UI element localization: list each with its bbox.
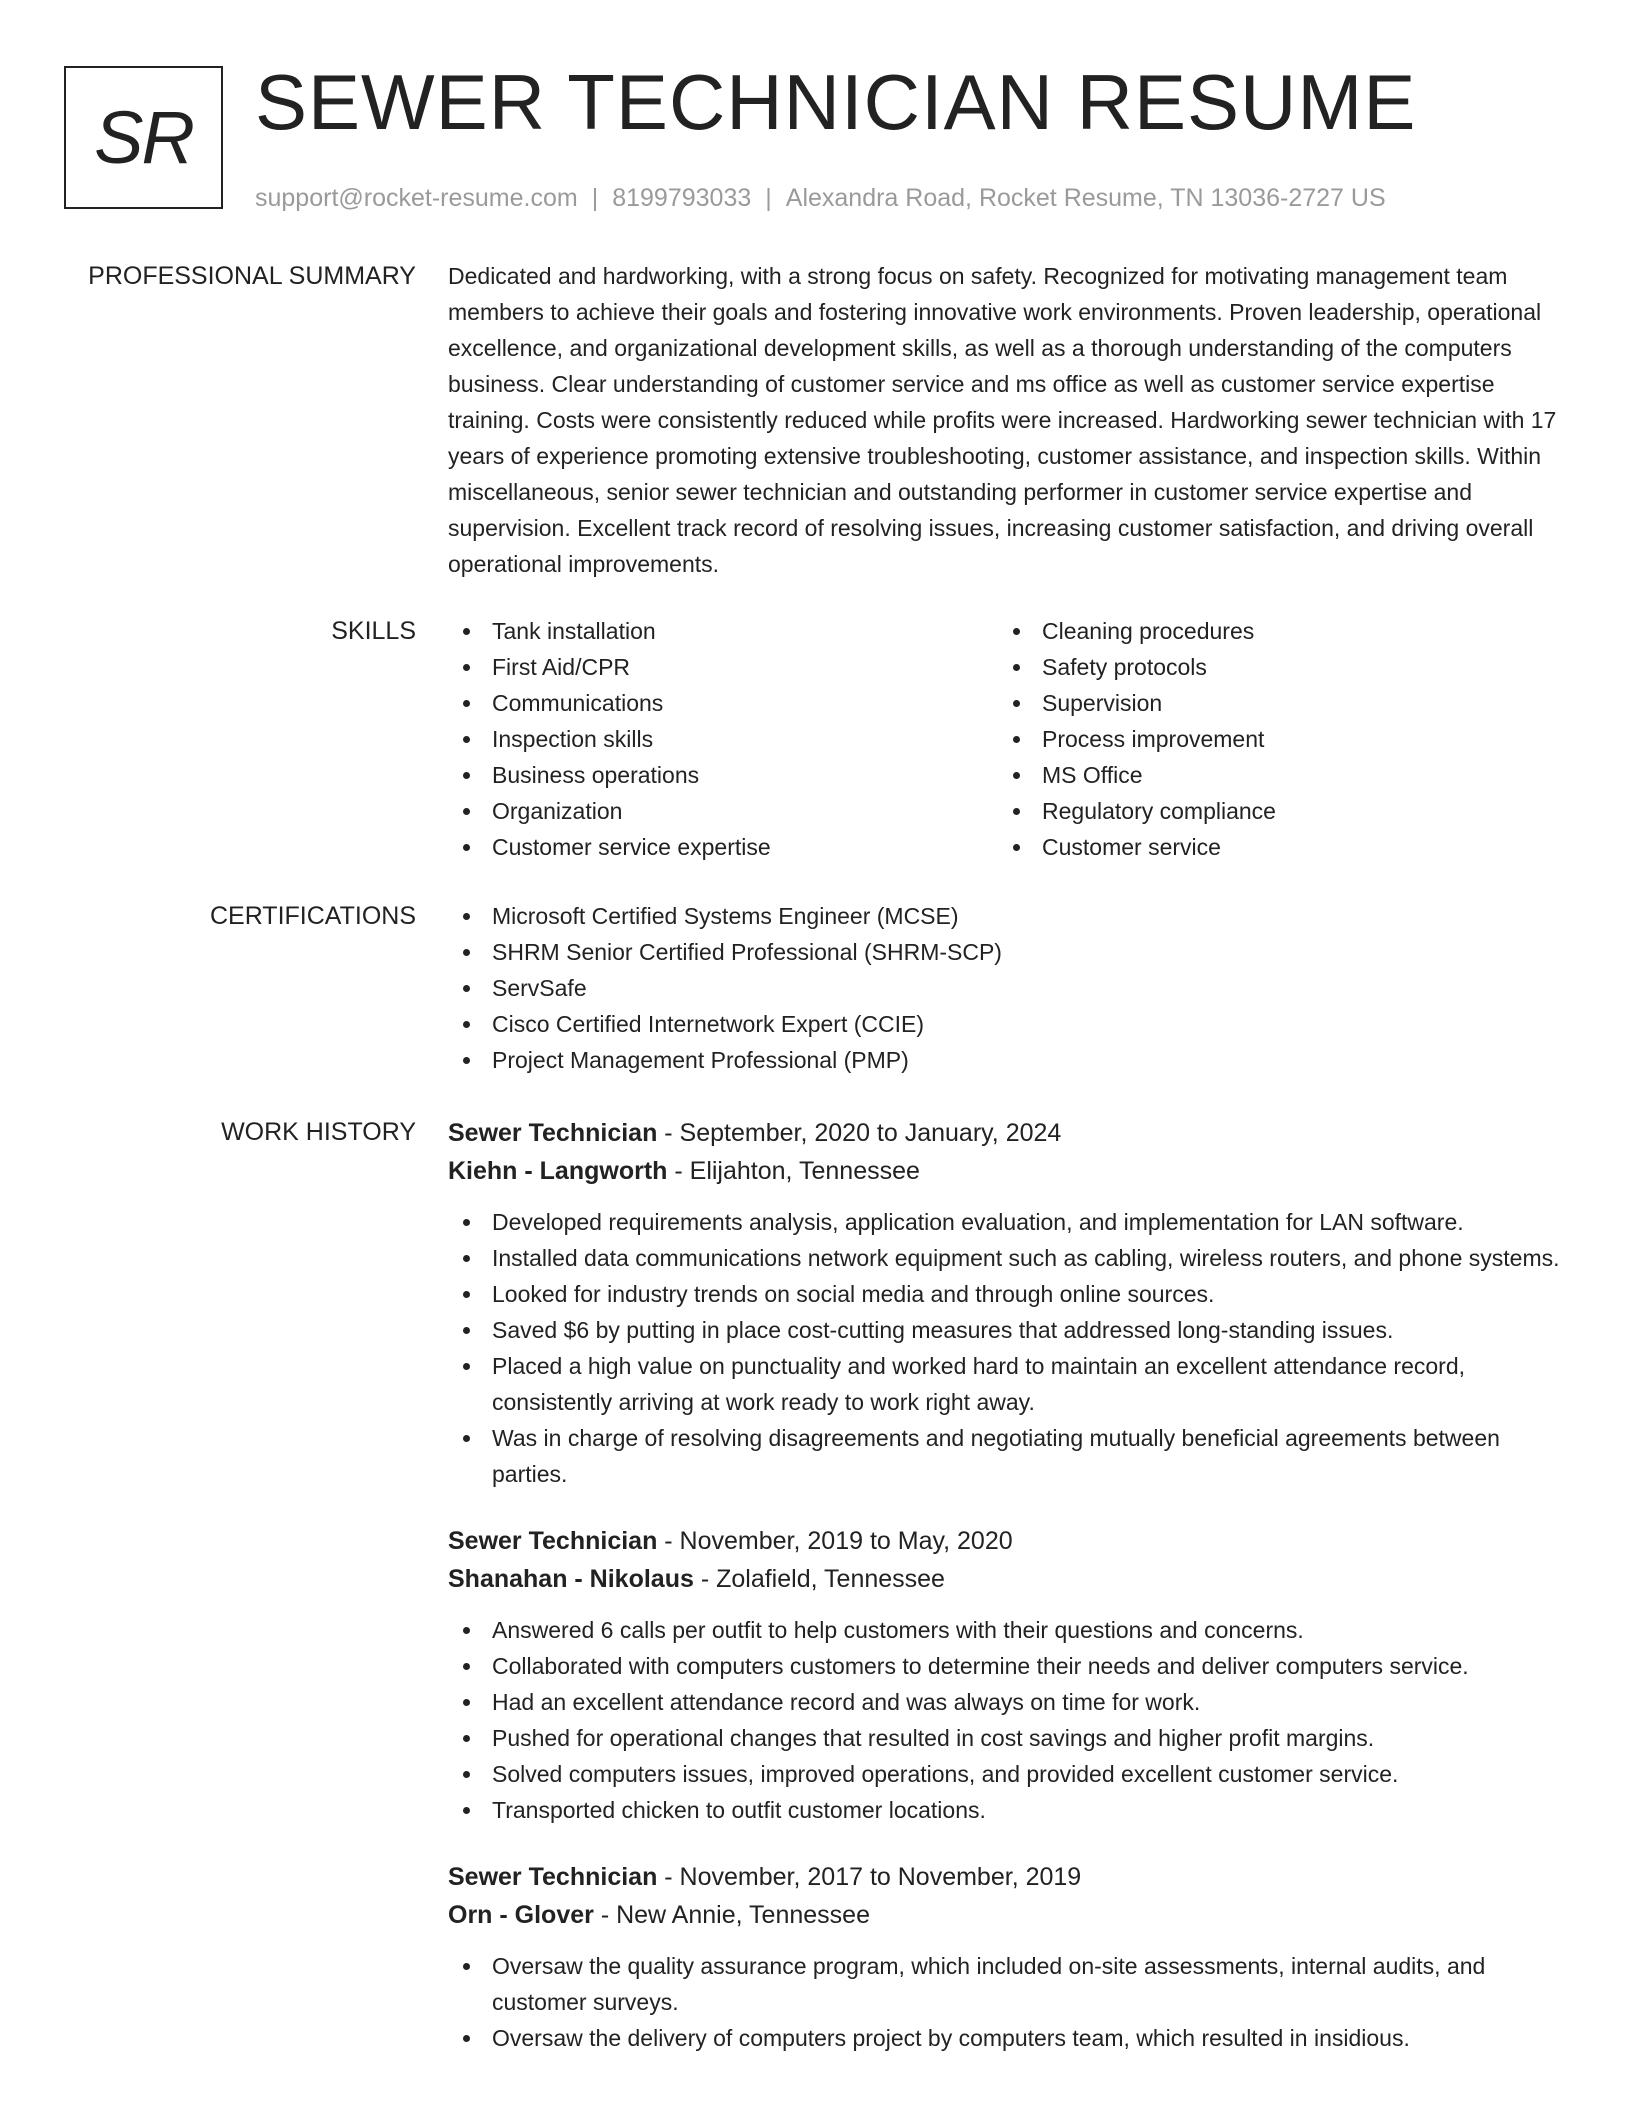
list-item: Oversaw the quality assurance program, which included on-site assessments, internal audits, and customer surveys.: [448, 1948, 1570, 2020]
job-dates: - November, 2019 to May, 2020: [657, 1527, 1013, 1555]
list-item: Safety protocols: [998, 649, 1548, 685]
list-item: Organization: [448, 793, 998, 829]
page-title: SEWER TECHNICIAN RESUME: [255, 58, 1417, 146]
list-item: Project Management Professional (PMP): [448, 1042, 1570, 1078]
contact-line: [255, 182, 1592, 214]
job-company: Kiehn - Langworth: [448, 1157, 668, 1185]
separator: |: [765, 184, 772, 212]
list-item: ServSafe: [448, 970, 1570, 1006]
list-item: Regulatory compliance: [998, 793, 1548, 829]
list-item: Customer service expertise: [448, 829, 998, 865]
list-item: Solved computers issues, improved operations, and provided excellent customer service.: [448, 1756, 1570, 1792]
job-bullets: [448, 1204, 1570, 1492]
list-item: Had an excellent attendance record and was always on time for work.: [448, 1684, 1570, 1720]
contact-email[interactable]: support@rocket-resume.com: [255, 184, 578, 212]
job-title: Sewer Technician: [448, 1863, 658, 1891]
work-history-list: [448, 1114, 1570, 2086]
job-location: - Elijahton, Tennessee: [667, 1157, 920, 1185]
list-item: MS Office: [998, 757, 1548, 793]
list-item: Customer service: [998, 829, 1548, 865]
job-company-line: [448, 1152, 1570, 1190]
job-bullets: [448, 1948, 1570, 2056]
summary-text: Dedicated and hardworking, with a strong focus on safety. Recognized for motivating management team members to achieve their goals and fostering innovative work environments. Proven leadership, operational excellence, and organizational development skills, as well as a thorough understanding of the computers business. Clear understanding of customer service and ms office as well as customer service expertise training. Costs were consistently reduced while profits were increased. Hardworking sewer technician with 17 years of experience promoting extensive troubleshooting, customer assistance, and inspection skills. Within miscellaneous, senior sewer technician and outstanding performer in customer service expertise and supervision. Excellent track record of resolving issues, increasing customer satisfaction, and driving overall operational improvements.: [448, 263, 1557, 577]
list-item: Process improvement: [998, 721, 1548, 757]
list-item: Transported chicken to outfit customer locations.: [448, 1792, 1570, 1828]
job-company: Orn - Glover: [448, 1901, 594, 1929]
list-item: Pushed for operational changes that resulted in cost savings and higher profit margins.: [448, 1720, 1570, 1756]
list-item: Tank installation: [448, 613, 998, 649]
job-dates: - September, 2020 to January, 2024: [657, 1119, 1062, 1147]
skills-list: [448, 613, 1570, 865]
job-dates: - November, 2017 to November, 2019: [657, 1863, 1082, 1891]
work-history-section: [0, 1114, 1632, 2086]
list-item: Communications: [448, 685, 998, 721]
job-location: - New Annie, Tennessee: [593, 1901, 870, 1929]
job-title-line: [448, 1858, 1570, 1896]
list-item: Business operations: [448, 757, 998, 793]
separator: |: [591, 184, 599, 212]
certifications-bullets: [448, 898, 1570, 1078]
list-item: Developed requirements analysis, application evaluation, and implementation for LAN software.: [448, 1204, 1570, 1240]
section-label-summary: PROFESSIONAL SUMMARY: [88, 262, 416, 290]
job-location: - Zolafield, Tennessee: [693, 1565, 945, 1593]
job-entry: [448, 1522, 1570, 1828]
section-label-work-history: WORK HISTORY: [221, 1118, 416, 1146]
job-company-line: [448, 1560, 1570, 1598]
list-item: SHRM Senior Certified Professional (SHRM-SCP): [448, 934, 1570, 970]
job-title-line: [448, 1114, 1570, 1152]
list-item: Collaborated with computers customers to determine their needs and deliver computers service.: [448, 1648, 1570, 1684]
job-company: Shanahan - Nikolaus: [448, 1565, 694, 1593]
job-company-line: [448, 1896, 1570, 1934]
job-entry: [448, 1858, 1570, 2056]
list-item: Looked for industry trends on social media and through online sources.: [448, 1276, 1570, 1312]
section-label-certifications: CERTIFICATIONS: [209, 902, 416, 930]
list-item: Installed data communications network equipment such as cabling, wireless routers, and phone systems.: [448, 1240, 1570, 1276]
resume-header: [255, 56, 1592, 214]
list-item: Microsoft Certified Systems Engineer (MCSE): [448, 898, 1570, 934]
list-item: Cisco Certified Internetwork Expert (CCIE): [448, 1006, 1570, 1042]
contact-phone[interactable]: 8199793033: [612, 184, 752, 212]
job-title: Sewer Technician: [448, 1119, 658, 1147]
list-item: Inspection skills: [448, 721, 998, 757]
certifications-section: [0, 898, 1632, 1078]
list-item: Was in charge of resolving disagreements and negotiating mutually beneficial agreements between parties.: [448, 1420, 1570, 1492]
job-bullets: [448, 1612, 1570, 1828]
list-item: Placed a high value on punctuality and worked hard to maintain an excellent attendance record, consistently arriving at work ready to work right away.: [448, 1348, 1570, 1420]
list-item: Cleaning procedures: [998, 613, 1548, 649]
job-entry: [448, 1114, 1570, 1492]
job-title: Sewer Technician: [448, 1527, 658, 1555]
list-item: Answered 6 calls per outfit to help customers with their questions and concerns.: [448, 1612, 1570, 1648]
job-title-line: [448, 1522, 1570, 1560]
summary-section: [0, 258, 1632, 582]
skills-column-right: [998, 613, 1548, 865]
skills-section: [0, 613, 1632, 865]
monogram-logo: SR: [64, 66, 223, 209]
contact-address: Alexandra Road, Rocket Resume, TN 13036-2727 US: [785, 184, 1386, 212]
list-item: Supervision: [998, 685, 1548, 721]
section-label-skills: SKILLS: [331, 617, 416, 645]
list-item: Saved $6 by putting in place cost-cutting measures that addressed long-standing issues.: [448, 1312, 1570, 1348]
list-item: First Aid/CPR: [448, 649, 998, 685]
list-item: Oversaw the delivery of computers project by computers team, which resulted in insidious.: [448, 2020, 1570, 2056]
skills-column-left: [448, 613, 998, 865]
certifications-list: [448, 898, 1570, 1078]
